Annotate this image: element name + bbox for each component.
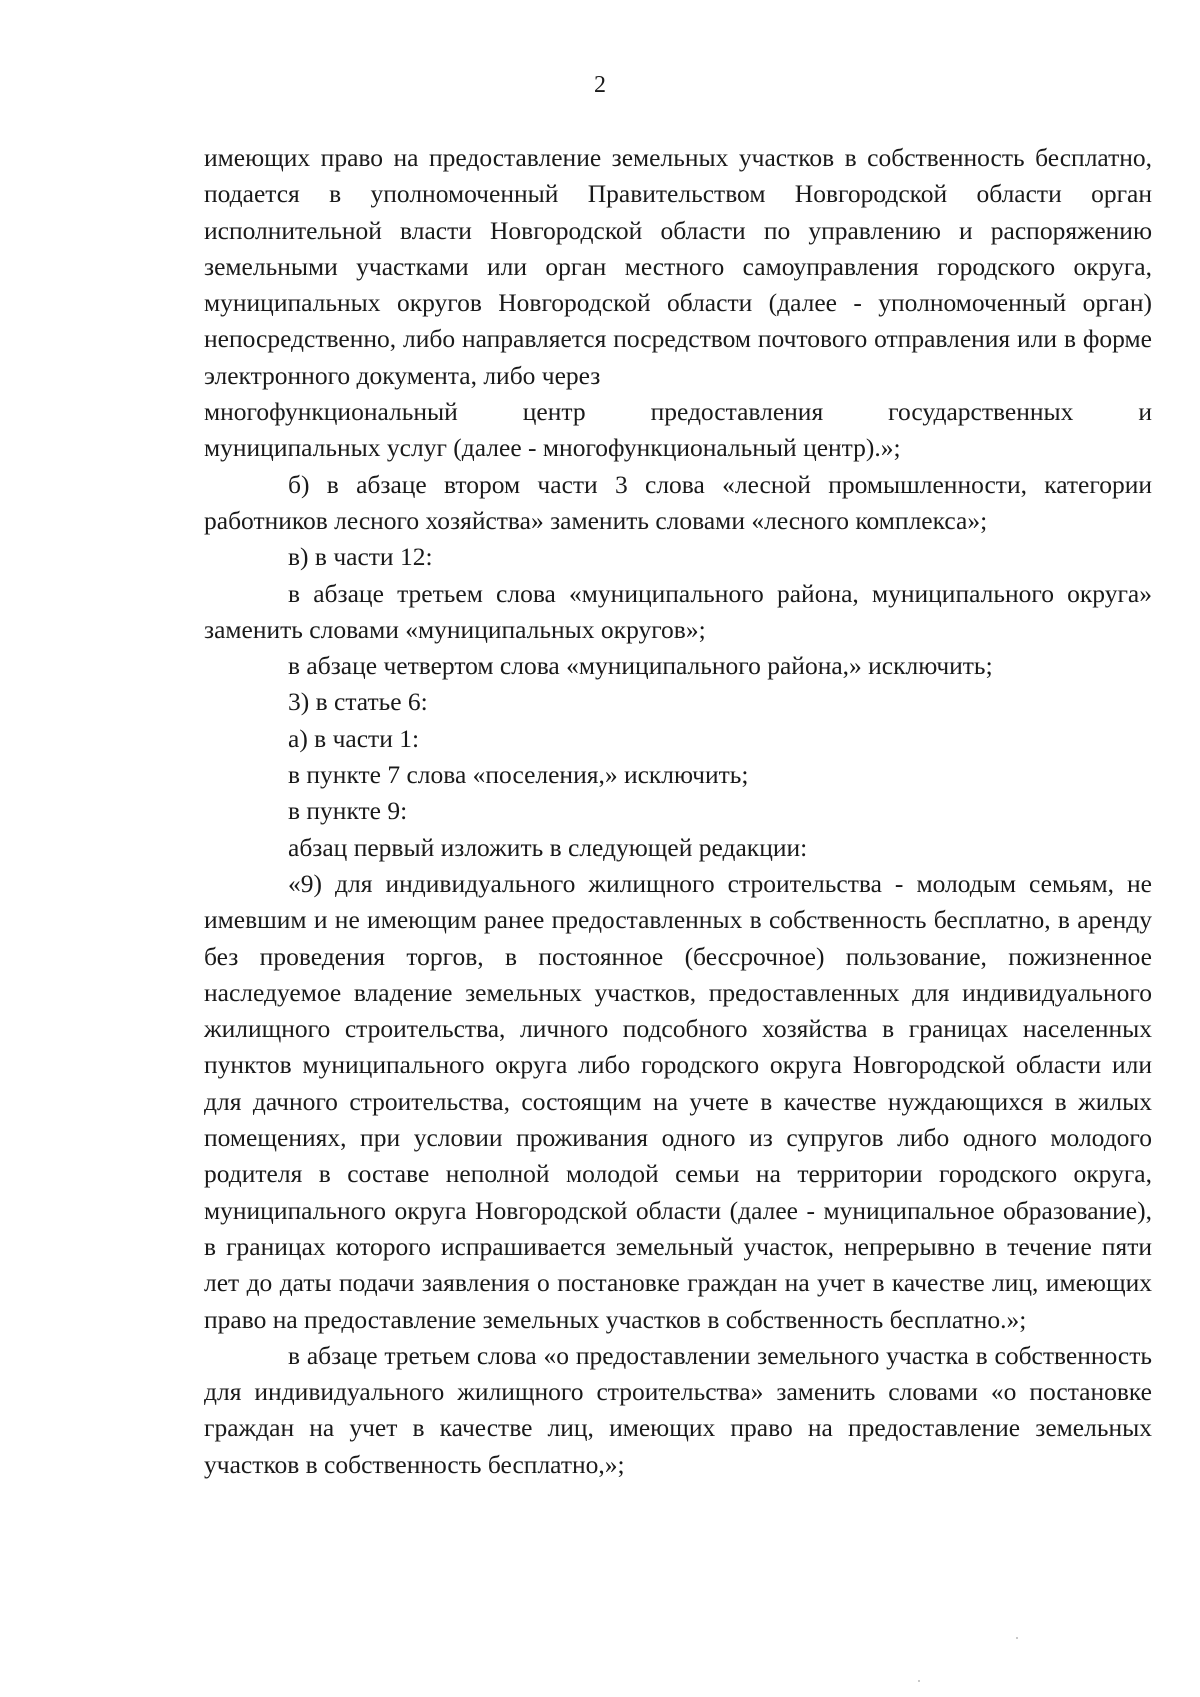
scan-speck	[1016, 1637, 1018, 1639]
paragraph-first-abzac: абзац первый изложить в следующей редакции:	[288, 832, 808, 862]
paragraph-third-abzac: в абзаце третьем слова «муниципального района, муниципального округа» заменить словами «муниципальных округов»;	[204, 578, 1152, 644]
paragraph-item-3: 3) в статье 6:	[288, 687, 428, 717]
document-body	[204, 140, 1152, 1483]
paragraph-continuation-line: многофункциональный центр предоставления государственных и	[204, 397, 1152, 427]
paragraph-punkt-7: в пункте 7 слова «поселения,» исключить;	[288, 760, 749, 790]
paragraph-punkt-9: в пункте 9:	[288, 796, 408, 826]
paragraph-continuation-end: муниципальных услуг (далее - многофункциональный центр).»;	[204, 433, 901, 463]
scan-speck	[918, 1680, 920, 1682]
paragraph-item-v: в) в части 12:	[288, 542, 433, 572]
paragraph-fourth-abzac: в абзаце четвертом слова «муниципального района,» исключить;	[288, 651, 993, 681]
page-number: 2	[594, 72, 606, 98]
paragraph-item-a: а) в части 1:	[288, 723, 420, 753]
paragraph-item-b: б) в абзаце втором части 3 слова «лесной промышленности, категории работников лесного хозяйства» заменить словами «лесного комплекса»;	[204, 469, 1152, 535]
paragraph-third-abzac-replace: в абзаце третьем слова «о предоставлении земельного участка в собственность для индивидуального жилищного строительства» заменить словами «о постановке граждан на учет в качестве лиц, имеющих право на предоставление земельных участков в собственность бесплатно,»;	[204, 1340, 1152, 1479]
paragraph-quoted-item-9: «9) для индивидуального жилищного строительства - молодым семьям, не имевшим и не имеющим ранее предоставленных в собственность бесплатно, в аренду без проведения торгов, в постоянное (бессрочное) пользование, пожизненное наследуемое владение земельных участков, предоставленных для индивидуального жилищного строительства, личного подсобного хозяйства в границах населенных пунктов муниципального округа либо городского округа Новгородской области или для дачного строительства, состоящим на учете в качестве нуждающихся в жилых помещениях, при условии проживания одного из супругов либо одного молодого родителя в составе неполной молодой семьи на территории городского округа, муниципального округа Новгородской области (далее - муниципальное образование), в границах которого испрашивается земельный участок, непрерывно в течение пяти лет до даты подачи заявления о постановке граждан на учет в качестве лиц, имеющих право на предоставление земельных участков в собственность бесплатно.»;	[204, 868, 1152, 1334]
paragraph-continuation: имеющих право на предоставление земельных участков в собственность бесплатно, подается в уполномоченный Правительством Новгородской области орган исполнительной власти Новгородской области по управлению и распоряжению земельными участками или орган местного самоуправления городского округа, муниципальных округов Новгородской области (далее - уполномоченный орган) непосредственно, либо направляется посредством почтового отправления или в форме электронного документа, либо через	[204, 143, 1152, 390]
